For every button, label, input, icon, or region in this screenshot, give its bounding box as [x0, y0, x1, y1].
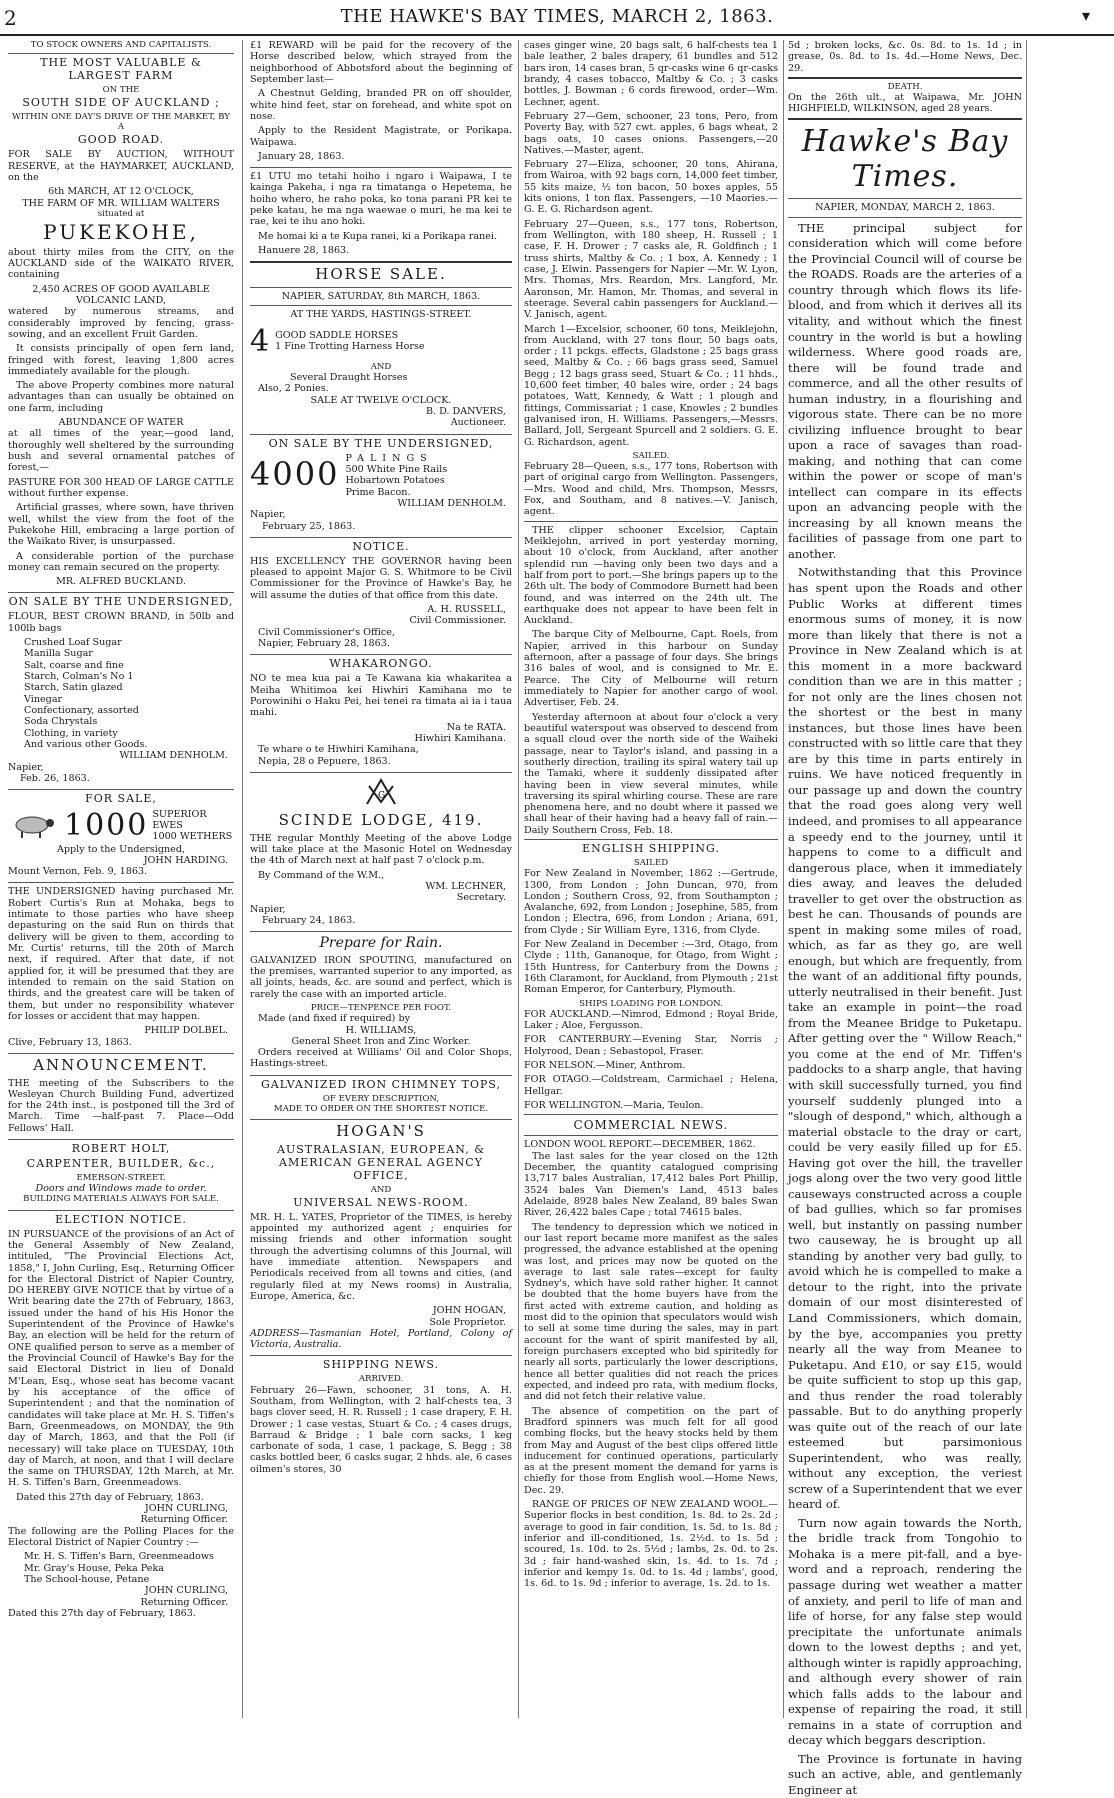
palings-number: 4000: [250, 455, 340, 494]
reward-date: January 28, 1863.: [258, 150, 345, 162]
shipping-news: [250, 1359, 512, 1475]
election-signature: JOHN CURLING,: [144, 1585, 228, 1597]
flour-lead: FLOUR, BEST CROWN BRAND, in 50lb and 100lb bags: [8, 611, 234, 634]
paper-name: Hawke's Bay Times.: [801, 123, 1009, 195]
palings-line: 500 White Pine Rails: [345, 464, 448, 475]
farm-name: PUKEKOHE,: [43, 220, 199, 245]
notice-signature: A. H. RUSSELL,: [427, 604, 506, 616]
whakarongo-notice: [250, 658, 512, 766]
run-place: Clive, February 13, 1863.: [8, 1036, 132, 1048]
palings-line: Prime Bacon.: [345, 486, 411, 498]
wool-report: The last sales for the year closed on the 12th December, the quantity catalogued comprising 13,717 bales Australian, 17,412 bales Port Phillip, 3524 bales Van Diemen's Land, 4513 bales Adelaide, 8928 bales New Zealand, 89 bales Swan River, 26,422 bales Cape ; total 74615 bales.: [524, 1150, 778, 1219]
list-item: Salt, coarse and fine: [24, 659, 124, 671]
list-item: Confectionary, assorted: [24, 704, 139, 716]
list-item: Clothing, in variety: [24, 727, 118, 739]
flour-date: Feb. 26, 1863.: [20, 772, 90, 784]
notice-role: Civil Commissioner.: [409, 615, 506, 627]
lodge-notice: [250, 776, 512, 927]
list-item: The School-house, Petane: [24, 1573, 150, 1585]
horse-line: 1 Fine Trotting Harness Horse: [275, 341, 425, 353]
rain-signature: H. WILLIAMS,: [345, 1024, 417, 1036]
editorial-dateline: NAPIER, MONDAY, MARCH 2, 1863.: [815, 202, 995, 214]
holt-street: EMERSON-STREET.: [76, 1173, 166, 1183]
palings-date: February 25, 1863.: [262, 520, 356, 532]
farm-south: SOUTH SIDE OF AUCKLAND ;: [22, 96, 220, 110]
notice: [250, 541, 512, 649]
farm-body: Artificial grasses, where sown, have thriven well, whilst the view from the foot of the Pukekohe Hill, embracing a large portion of the Waikato River, is unsurpassed.: [8, 502, 234, 548]
rain-price: PRICE—TENPENCE PER FOOT.: [310, 1003, 452, 1014]
farm-body: The above Property combines more natural advantages than can usually be obtained on one farm, including: [8, 380, 234, 414]
loading-entry: FOR OTAGO.—Coldstream, Carmichael ; Helena, Hellgar.: [524, 1074, 778, 1097]
shipping-continued: cases ginger wine, 20 bags salt, 6 half-chests tea 1 bale leather, 2 bales drapery, 61 bundles and 512 bars iron, 14 cases bran, 5 qr-casks wine 6 qr-casks brandy, 4 cases tobacco, Maltby & Co. ; 3 casks bottles, J. Bowman ; 6 cords firewood, order—Wm. Lechner, agent.: [524, 40, 778, 108]
list-item: Manilla Sugar: [24, 648, 93, 660]
farm-body: A considerable portion of the purchase money can remain secured on the property.: [8, 550, 234, 573]
column-1: [8, 40, 234, 1718]
loading-head: SHIPS LOADING FOR LONDON.: [579, 998, 723, 1009]
death-notice: On the 26th ult., at Waipawa, Mr. JOHN HIGHFIELD, WILKINSON, aged 28 years.: [788, 92, 1022, 115]
farm-body: at all times of the year,—good land, thoroughly well sheltered by the surrounding bush and several ornamental patches of forest,—: [8, 428, 234, 474]
column-divider: [242, 40, 243, 1718]
utu-notice: [250, 171, 512, 256]
arrival-entry: February 27—Gem, schooner, 23 tons, Pero, from Poverty Bay, with 527 cwt. apples, 6 bags wheat, 2 bags oats, 10 cases onions. Passengers,—20 Natives.—Master, agent.: [524, 110, 778, 156]
editorial-paragraph: Turn now again towards the North, the bridle track from Tongohio to Mohaka is a mere pit-fall, and a bye-word and a reproach, rendering the passage during wet weather a matter of anxiety, and peril to life of man and life of horse, for any false step would precipitate the unfortunate animals down to the lowest depths ; and yet, although winter is rapidly approaching, and although every shower of rain which falls adds to the labour and expense of repairing the road, it still remains in a state of corruption and decay which beggars description.: [788, 1515, 1022, 1748]
election-role: Returning Officer.: [140, 1514, 228, 1526]
election-head: ELECTION NOTICE.: [55, 1212, 187, 1226]
ewes-line: 1000 WETHERS: [152, 831, 233, 843]
palings-word: PALINGS: [345, 452, 433, 464]
farm-date: 6th MARCH, AT 12 O'CLOCK,: [48, 186, 194, 198]
lodge-by: By Command of the W.M.,: [258, 869, 385, 881]
announcement: [8, 1057, 234, 1134]
palings-line: Hobartown Potatoes: [345, 475, 445, 487]
farm-road: GOOD ROAD.: [77, 133, 165, 147]
utu-body: £1 UTU mo tetahi hoiho i ngaro i Waipawa, I te kainga Pakeha, i nga ra timatanga o Hepetema, he hoiho whero, he raho poka, ko tona parani PR kei te peke katau, he ma nga waewae o muri, he ma kei te rae, kei te ihu ano hoki.: [250, 171, 512, 228]
editorial: [788, 221, 1022, 1798]
palings-head: ON SALE BY THE UNDERSIGNED,: [268, 436, 494, 450]
reward-apply: Apply to the Resident Magistrate, or Porikapa. Waipawa.: [250, 125, 512, 148]
lodge-place: Napier,: [250, 903, 286, 915]
reward-body: £1 REWARD will be paid for the recovery of the Horse described below, which strayed from the neighborhood of Abbotsford about the beginning of September last—: [250, 40, 512, 85]
hogan-address: ADDRESS—Tasmanian Hotel, Portland, Colony of Victoria, Australia.: [250, 1327, 512, 1351]
rain-role: General Sheet Iron and Zinc Worker.: [291, 1035, 471, 1047]
list-item: Mr. H. S. Tiffen's Barn, Greenmeadows: [24, 1551, 214, 1563]
shipping-sub: ARRIVED.: [358, 1374, 404, 1385]
whakarongo-body: NO te mea kua pai a Te Kawana kia whakaritea a Meiha Whitimoa kei Hiwhiri Kamihana mo te Porowinihi o Haku Pei, hei tenei ra timata ai ia i taua mahi.: [250, 673, 512, 719]
flour-place: Napier,: [8, 761, 44, 773]
page-number: 2: [4, 6, 17, 30]
list-item: Crushed Loaf Sugar: [24, 637, 122, 649]
farm-body: It consists principally of open fern land, fringed with forest, leaving 1,800 acres immediately available for the plough.: [8, 343, 234, 377]
sailed-head: SAILED.: [632, 450, 670, 461]
wool-report: The absence of competition on the part of Bradford spinners was much felt for all good combing flocks, but the heavy stocks held by them from May and August of the best clips offered little inducement for continued operations, particularly as at the present moment the demand for yarns is chiefly for those from English wool.—Home News, Dec. 29.: [524, 1405, 778, 1496]
farm-owner: THE FARM OF MR. WILLIAM WALTERS: [22, 197, 220, 209]
rain-orders: Orders received at Williams' Oil and Color Shops, Hastings-street.: [250, 1047, 512, 1070]
farm-headline: THE MOST VALUABLE & LARGEST FARM: [40, 56, 202, 83]
lodge-date: February 24, 1863.: [262, 915, 356, 926]
editorial-paragraph: Notwithstanding that this Province has spent upon the Roads and other Public Works at different times enormous sums of money, it is now more than likely that there is not a Province in New Zealand which is at this moment in a more backward condition than we are in this matter ; for not only are the lines chosen not the shortest or the best in many instances, but those lines have been constructed with so little care that they are by this time in parts entirely in ruins. We have noticed frequently in our passage up and down the country that the road goes along very well indeed, and promises to all appearance a speedy end to the journey, until it happens to come to a difficult and dangerous place, when it immediately dies away, and leaves the deluded traveller to get over the obstruction as best he can. Thousands of pounds are spent in making some miles of road, which, as far as they go, are well enough, but which are frequently, from the want of an additional fifty pounds, utterly neutralised in their benefit. Just take an example in point—the road from the Meanee Bridge to Puketapu. After getting over the " Willow Reach," you come at the end of Mr. Tiffen's paddocks to a sharp angle, that having with skill successfully turned, you find yourself suddenly plunged into a "slough of despond," which, although a material obstacle to the dray or cart, could be very easily filled up for £5. Having got over the hill, the traveller jogs along over the two very good little causeways constructed across a couple of bad gullies, which so far promises well, but instantly on passing number two causeway, he is brought up all standing by another very bad gully, to avoid which he is compelled to make a detour to the right, into the private domain of our most disinterested of Land Commissioners, which domain, by the bye, accompanies you pretty nearly all the way from Meanee to Puketapu. And £10, or say £15, would be quite sufficient to stop up this gap, and thus render the road tolerably passable. But to do anything properly was quite out of the reach of our late esteemed but parsimonious Superintendent, who was really, without any exception, the veriest screw of a Superintendent that we ever heard of.: [788, 565, 1022, 1512]
horse-head: HORSE SALE.: [315, 265, 447, 284]
reward-desc: A Chestnut Gelding, branded PR on off shoulder, white hind feet, star on forehead, and white spot on nose.: [250, 88, 512, 122]
arrival-entry: March 1—Excelsior, schooner, 60 tons, Meiklejohn, from Auckland, with 27 tons flour, 50 bags oats, order ; 11 pckgs. effects, Gladstone ; 25 bags grass seed, Maltby & Co. ; 66 bags grass seed, Samuel Begg ; 12 bags grass seed, Stuart & Co. ; 11 hhds., 10,600 feet timber, 40 bales wire, order ; 24 bags potatoes, Watt, Kennedy, & Watt ; 1 plough and fittings, Commissariat ; 1 case, Knowles ; 2 bundles galvanised iron, H. Williams. Passengers,—Messrs. Ballard, Joll, Sergeant Spurcell and 2 soldiers. G. E. G. Richardson, agent.: [524, 323, 778, 448]
palings-advert: [250, 438, 512, 532]
run-signature: PHILIP DOLBEL.: [144, 1025, 228, 1037]
english-shipping-entry: For New Zealand in December :—3rd, Otago, from Clyde ; 11th, Gananoque, for Otago, from Wight ; 15th Huntress, for Canterbury from the Downs ; 16th Claramont, for Auckland, from Plymouth ; 21st Roman Emperor, for Canterbury, Plymouth.: [524, 939, 778, 996]
ewes-advert: [8, 793, 234, 877]
farm-signature: MR. ALFRED BUCKLAND.: [56, 576, 186, 588]
list-item: And various other Goods.: [24, 738, 148, 750]
election-dated: Dated this 27th day of February, 1863.: [8, 1607, 196, 1619]
horse-time: SALE AT TWELVE O'CLOCK.: [310, 394, 452, 406]
horse-line: Several Draught Horses: [290, 372, 408, 384]
horse-and: AND: [370, 362, 392, 373]
column-divider: [518, 40, 519, 1718]
farm-within: WITHIN ONE DAY'S DRIVE OF THE MARKET, BY A: [12, 112, 230, 133]
lodge-role: Secretary.: [456, 892, 506, 904]
english-shipping-head: ENGLISH SHIPPING.: [582, 842, 720, 856]
ewes-head: FOR SALE,: [85, 792, 157, 806]
list-item: Starch, Satin glazed: [24, 682, 123, 694]
farm-on-the: ON THE: [102, 85, 140, 96]
loading-entry: FOR AUCKLAND.—Nimrod, Edmond ; Royal Bride, Laker ; Aloe, Fergusson.: [524, 1008, 778, 1032]
election-body: IN PURSUANCE of the provisions of an Act of the General Assembly of New Zealand, intituled, "The Provincial Elections Act, 1858," I, John Curling, Esq., Returning Officer for the Electoral District of Napier Country, DO HEREBY GIVE NOTICE that by virtue of a Writ bearing date the 27th of February, 1863, issued under the hand of his His Honor the Superintendent of the Province of Hawke's Bay, an election will be held for the return of ONE qualified person to serve as a member of the Provincial Council of Hawke's Bay for the said Electoral District in lieu of Donald M'Lean, Esq., whose seat has become vacant by his acceptance of the office of Superintendent ; and that the nomination of candidates will take place at Mr. H. S. Tiffen's Barn, Greenmeadows, on MONDAY, the 9th day of March, 1863, and that the Poll (if necessary) will take place on TUESDAY, 10th day of March, at noon, and that I will declare the same on THURSDAY, 12th March, at Mr. H. S. Tiffen's Barn, Greenmeadows.: [8, 1228, 234, 1489]
wool-prices-continued: 5d ; broken locks, &c. 0s. 8d. to 1s. 1d ; in grease, 0s. 8d. to 1s. 4d.—Home News, Dec. 29.: [788, 40, 1022, 74]
farm-body: watered by numerous streams, and considerably improved by fencing, grass-sowing, and an excellent Fruit Garden.: [8, 306, 234, 340]
english-shipping-entry: For New Zealand in November, 1862 :—Gertrude, 1300, from London ; John Duncan, 970, from London ; Southern Cross, 92, from Southampton ; Avalanche, 692, from London ; Josephine, 585, from London ; Electra, 696, from London ; Ariana, 691, from Clyde ; Sir William Eyre, 1316, from Clyde.: [524, 868, 778, 936]
shipping-body: February 26—Fawn, schooner, 31 tons, A. H. Southam, from Wellington, with 2 half-chests tea, 3 bags clover seed, H. R. Russell ; 1 case drapery, F. H. Drower ; 1 case vestas, Stuart & Co. ; 4 cases drugs, Barraud & Bridge ; 1 bale corn sacks, 1 keg carbonate of soda, 1 case, 1 package, S. Begg ; 38 casks bottled beer, 6 casks sugar, 2 hhds. ale, 6 cases oilmen's stores, 30: [250, 1384, 512, 1475]
holt-name: ROBERT HOLT,: [71, 1142, 171, 1156]
farm-water: ABUNDANCE OF WATER: [58, 417, 184, 429]
hogan-and: AND: [370, 1184, 392, 1195]
ewes-apply: Apply to the Undersigned,: [56, 843, 186, 855]
arrival-entry: February 27—Eliza, schooner, 20 tons, Ahirana, from Wairoa, with 92 bags corn, 14,000 feet timber, 55 kits maize, ½ ton bacon, 50 boxes apples, 55 kits onions, 1 ton flax. Passengers, —10 Maories.—G. E. G. Richardson agent.: [524, 159, 778, 216]
chimney-head: GALVANIZED IRON CHIMNEY TOPS,: [260, 1077, 502, 1091]
list-item: Mr. Gray's House, Peka Peka: [24, 1562, 164, 1574]
masthead-rule: [0, 34, 1114, 36]
corner-mark: ▾: [1081, 6, 1090, 25]
hogan-signature: JOHN HOGAN,: [432, 1305, 506, 1317]
shipping-head: SHIPPING NEWS.: [322, 1358, 440, 1372]
column-3: [524, 40, 778, 1718]
farm-kicker: TO STOCK OWNERS AND CAPITALISTS.: [30, 40, 212, 50]
loading-entry: FOR CANTERBURY.—Evening Star, Norris ; Holyrood, Dean ; Sebastopol, Fraser.: [524, 1034, 778, 1057]
melbourne-report: The barque City of Melbourne, Capt. Roels, from Napier, arrived in this harbour on Sunday afternoon, after a passage of four days. She brings 316 bales of wool, and is consigned to Mr. E. Pearce. The City of Melbourne will return immediately to Napier for another cargo of wool. Advertiser, Feb. 24.: [524, 629, 778, 709]
rain-head: Prepare for Rain.: [319, 935, 443, 952]
election-notice: [8, 1214, 234, 1620]
lodge-head: SCINDE LODGE, 419.: [278, 811, 484, 830]
commercial-head: COMMERCIAL NEWS.: [573, 1118, 729, 1133]
election-role: Returning Officer.: [140, 1596, 228, 1608]
flour-head: ON SALE BY THE UNDERSIGNED,: [8, 595, 234, 609]
hogan-body: MR. H. L. YATES, Proprietor of the TIMES, is hereby appointed my authorized agent ; enquiries for missing friends and other information sought through the advertising columns of this Journal, will have immediate attention. Newspapers and Periodicals received from all towns and cities, (and regularly filed at my News rooms) in Australia, Europe, America, &c.: [250, 1211, 512, 1302]
horse-yards: AT THE YARDS, HASTINGS-STREET.: [290, 309, 472, 321]
holt-advert: [8, 1143, 234, 1205]
farm-body: FOR SALE BY AUCTION, WITHOUT RESERVE, at the HAYMARKET, AUCKLAND, on the: [8, 149, 234, 184]
farm-acres: 2,450 ACRES OF GOOD AVAILABLE VOLCANIC LAND,: [32, 283, 210, 306]
polling-head: The following are the Polling Places for the Electoral District of Napier Country :—: [8, 1525, 234, 1548]
hogan-role: Sole Proprietor.: [429, 1316, 506, 1328]
sheep-icon: [8, 813, 60, 839]
farm-pasture: PASTURE FOR 300 HEAD OF LARGE CATTLE: [8, 476, 234, 488]
editorial-paragraph: The Province is fortunate in having such an active, able, and gentlemanly Engineer at: [788, 1751, 1022, 1797]
utu-apply: Me homai ki a te Kupa ranei, ki a Porikapa ranei.: [258, 230, 498, 242]
holt-doors: Doors and Windows made to order.: [35, 1183, 207, 1195]
lodge-body: THE regular Monthly Meeting of the above Lodge will take place at the Masonic Hotel on Wednesday the 4th of March next at half past 7 o'clock p.m.: [250, 832, 512, 867]
ewes-signature: JOHN HARDING.: [143, 854, 228, 866]
utu-date: Hanuere 28, 1863.: [258, 245, 350, 256]
newspaper-title: THE HAWKE'S BAY TIMES, MARCH 2, 1863.: [340, 6, 774, 27]
horse-number: 4: [250, 323, 270, 359]
svg-text:G: G: [378, 790, 386, 801]
column-2: [250, 40, 512, 1718]
horse-role: Auctioneer.: [450, 417, 506, 429]
announcement-head: ANNOUNCEMENT.: [33, 1055, 209, 1074]
horse-date: NAPIER, SATURDAY, 8th MARCH, 1863.: [281, 291, 481, 302]
announcement-body: THE meeting of the Subscribers to the Wesleyan Church Building Fund, advertized for the 24th inst., is postponed till the 3rd of March. Time —half-past 7. Place—Odd Fellows' Hall.: [8, 1077, 234, 1134]
horse-line: GOOD SADDLE HORSES: [275, 330, 399, 341]
palings-signature: WILLIAM DENHOLM.: [397, 497, 506, 509]
farm-situated: situated at: [97, 209, 145, 219]
holt-trade: CARPENTER, BUILDER, &c.,: [26, 1157, 216, 1171]
notice-body: HIS EXCELLENCY THE GOVERNOR having been pleased to appoint Major G. S. Whitmore to be Civil Commissioner for the Province of Hawke's Bay, he will assume the duties of that office from this date.: [250, 555, 512, 601]
farm-body: without further expense.: [8, 487, 129, 499]
flour-signature: WILLIAM DENHOLM.: [119, 750, 228, 762]
holt-materials: BUILDING MATERIALS ALWAYS FOR SALE.: [23, 1194, 219, 1205]
list-item: Starch, Colman's No 1: [24, 671, 134, 683]
list-item: Vinegar: [24, 693, 63, 705]
wool-report: The tendency to depression which we noticed in our last report became more manifest as the sales progressed, the advance established at the opening was lost, and prices may now be quoted on the average to last sale rates—except for faulty Sydney's, which have sold rather higher. It cannot be doubted that the home buyers have from the first acted with extreme caution, and holding as most did to the opinion that speculators would wish to sell at some time during the sales, may in part account for the want of spirit manifested by all, foreign purchasers excepted who bid spiritedly for nearly all sorts, particularly the lower descriptions, hence all better qualities did not reach the prices expected, and indeed pro rata, with medium flocks, and did not fetch their relative value.: [524, 1221, 778, 1403]
reward-notice: [250, 40, 512, 162]
ewes-number: 1000: [64, 808, 149, 844]
rain-body: GALVANIZED IRON SPOUTING, manufactured on the premises, warranted superior to any imported, as all joints, heads, &c. are sound and perfect, which is rarely the case with an imported article.: [250, 954, 512, 1000]
hogan-advert: [250, 1123, 512, 1350]
arrival-entry: February 27—Queen, s.s., 177 tons, Robertson, from Wellington, with 180 sheep, H. Russell ; 1 case, F. H. Drower ; 7 casks ale, R. Goldfinch ; 1 truss shirts, Maltby & Co. ; 1 box, A. Kennedy ; 1 case, J. Elwin. Passengers for Napier —Mr. W. Lyon, Mrs. Thomas, Mrs. Reardon, Mrs. Langford, Mr. Aaronson, Mr. Hamon, Mr. Thomas, and several in steerage. Several cabin passengers for Auckland.—V. Janisch, agent.: [524, 218, 778, 321]
masonic-emblem-icon: [361, 776, 401, 806]
wool-prices: RANGE OF PRICES OF NEW ZEALAND WOOL.—Superior flocks in best condition, 1s. 8d. to 2s. 2d ; average to good in fair condition, 1s. 5d. to 1s. 8d ; inferior and ill-conditioned, 1s. 2½d. to 1s. 5d ; scoured, 1s. 10d. to 2s. 5½d ; lambs, 2s. 0d. to 2s. 3d ; fair hand-washed skin, 1s. 4d. to 1s. 7d ; inferior and kempy 1s. 0d. to 1s. 4d ; lambs', good, 1s. 6d. to 1s. 9d ; inferior to average, 1s. 2d. to 1s.: [524, 1499, 778, 1590]
loading-entry: FOR NELSON.—Miner, Anthrom.: [524, 1060, 686, 1072]
election-signature: JOHN CURLING,: [144, 1503, 228, 1515]
loading-entry: FOR WELLINGTON.—Maria, Teulon.: [524, 1099, 704, 1111]
column-5: [1030, 40, 1110, 1718]
whakarongo-role: Hiwhiri Kamihana.: [414, 732, 506, 744]
run-notice: [8, 886, 234, 1047]
list-item: Soda Chrystals: [24, 716, 98, 728]
whakarongo-head: WHAKARONGO.: [329, 657, 433, 671]
notice-date: Napier, February 28, 1863.: [258, 638, 390, 650]
whakarongo-signature: Na te RATA.: [446, 721, 506, 733]
excelsior-report: THE clipper schooner Excelsior, Captain Meiklejohn, arrived in port yesterday morning, about 10 o'clock, from Auckland, after another splendid run —having only been two days and a half from port to port.—She brings papers up to the 26th ult. The body of Commodore Burnett had been found, and was interred on the 24th ult. The earthquake does not appear to have been felt in Auckland.: [524, 524, 778, 627]
notice-head: NOTICE.: [352, 539, 410, 553]
column-4: [788, 40, 1022, 1797]
flour-advert: [8, 596, 234, 784]
wool-report-head: LONDON WOOL REPORT.—DECEMBER, 1862.: [524, 1139, 756, 1151]
rain-made: Made (and fixed if required) by: [258, 1013, 411, 1025]
death-head: DEATH.: [887, 81, 923, 92]
election-dated: Dated this 27th day of February, 1863.: [16, 1491, 204, 1503]
column-divider: [1026, 40, 1027, 1718]
lodge-signature: WM. LECHNER,: [425, 881, 506, 893]
rain-advert: [250, 935, 512, 1069]
horse-also: Also, 2 Ponies.: [258, 383, 329, 395]
horse-signature: B. D. DANVERS,: [425, 406, 506, 418]
ewes-place: Mount Vernon, Feb. 9, 1863.: [8, 866, 148, 878]
whakarongo-office: Te whare o te Hiwhiri Kamihana,: [258, 744, 419, 756]
chimney-made: MADE TO ORDER ON THE SHORTEST NOTICE.: [273, 1103, 489, 1114]
sailed-entry: February 28—Queen, s.s., 177 tons, Robertson with part of original cargo from Wellington. Passengers,—Mrs. Wood and child, Mrs. Thompson, Messrs, Fox, and Southam, and 8 natives.—V. Janisch, agent.: [524, 461, 778, 518]
farm-advert: [8, 40, 234, 587]
chimney-sub: OF EVERY DESCRIPTION,: [322, 1093, 440, 1104]
waterspout-report: Yesterday afternoon at about four o'clock a very beautiful waterspout was observed to descend from a squall cloud over the north side of the Waiheki passage, near to Taylor's island, and passing in a southerly direction, trailing its spiral watery tail up the Tamaki, where it suddenly dissipated after having been in view several minutes, while traversing its spiral whirling course. These are rare phenomena here, and no doubt where it passed we shall hear of their having had a heavy fall of rain.—Daily Southern Cross, Feb. 18.: [524, 711, 778, 836]
notice-office: Civil Commissioner's Office,: [258, 626, 395, 638]
masthead: [0, 0, 1114, 34]
run-body: THE UNDERSIGNED having purchased Mr. Robert Curtis's Run at Mohaka, begs to intimate to those parties who have sheep depasturing on the said Run on thirds that delivery will be given to them, according to Mr. Curtis' returns, till the 20th of March next, if required. After that date, if not applied for, it will be presumed that they are intended to remain on the said Station on thirds, and the greatest care will be taken of them, but under no responsibility whatever for losses or accident that may happen.: [8, 886, 234, 1022]
english-shipping-sub: SAILED: [633, 858, 669, 869]
hogan-head: HOGAN'S: [336, 1122, 426, 1141]
editorial-paragraph: THE principal subject for consideration which will come before the Provincial Council will of course be the ROADS. Roads are the arteries of a country through which flows its life-blood, and from which it derives all its vitality, and without which the finest country in the world is but a howling wilderness. Where good roads are, there will be found trade and commerce, and all the other results of human industry, in a flourishing and vigorous state. There can be no more civilizing influence brought to bear upon a race of savages than road-making, and nothing that can come within the power or scope of man's intellect can compare in its effects upon an advancing people with the increasing by all known means the facilities of passage from one part to another.: [788, 220, 1022, 561]
hogan-sub: AUSTRALASIAN, EUROPEAN, & AMERICAN GENERAL AGENCY OFFICE,: [277, 1142, 485, 1182]
farm-body: about thirty miles from the CITY, on the AUCKLAND side of the WAIKATO RIVER, containing: [8, 246, 234, 281]
palings-place: Napier,: [250, 509, 286, 521]
horse-sale: [250, 266, 512, 428]
whakarongo-date: Nepia, 28 o Pepuere, 1863.: [258, 755, 391, 767]
ewes-line: SUPERIOR EWES: [152, 808, 207, 832]
chimney-advert: [250, 1079, 512, 1114]
hogan-room: UNIVERSAL NEWS-ROOM.: [293, 1195, 469, 1209]
column-divider: [783, 40, 784, 1718]
